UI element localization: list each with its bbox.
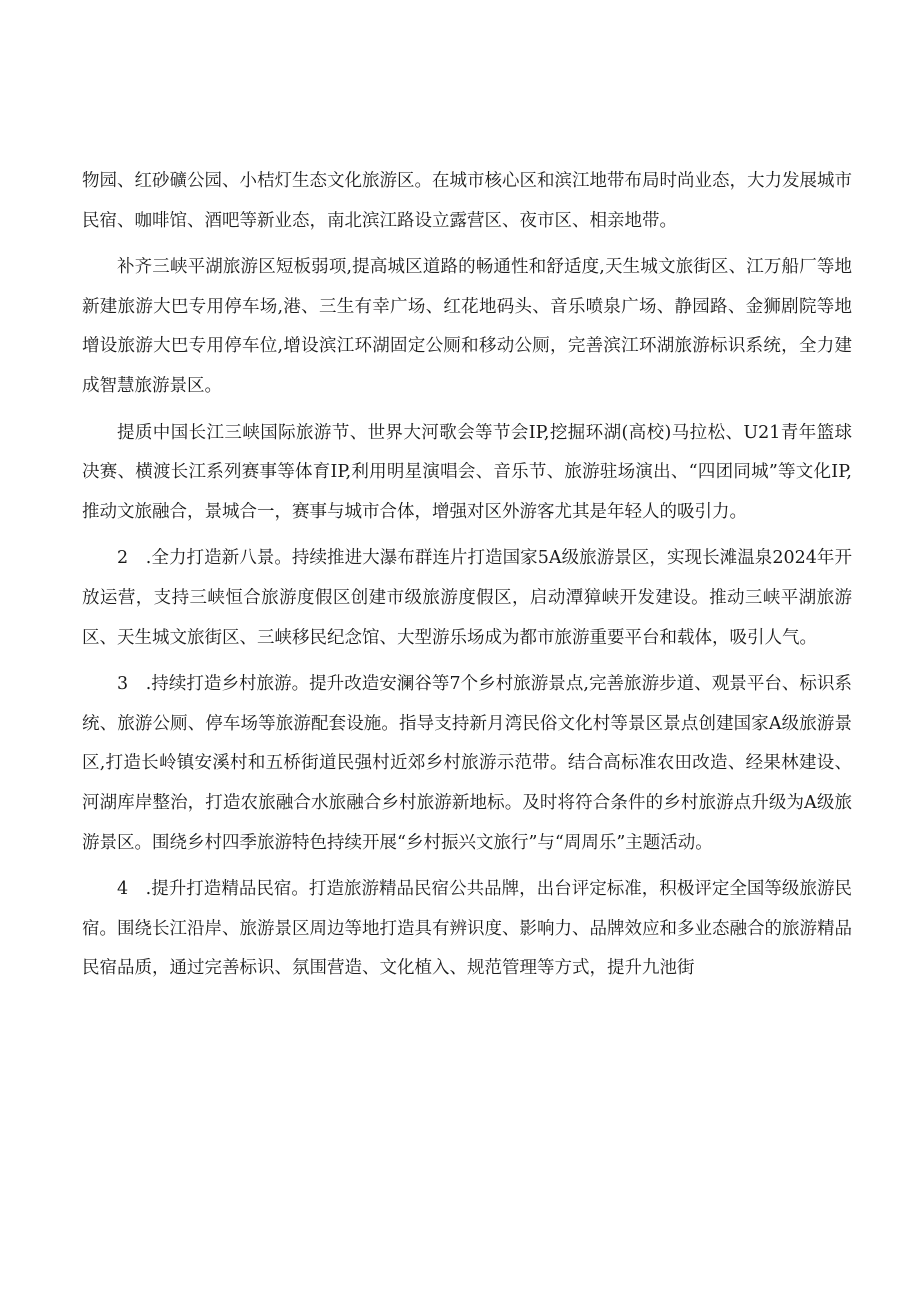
paragraph-item-4-boutique-homestays: 4 .提升打造精品民宿。打造旅游精品民宿公共品牌，出台评定标准，积极评定全国等级旅游民宿。围绕长江沿岸、旅游景区周边等地打造具有辨识度、影响力、品牌效应和多业态融合的旅游精品民宿品质，通过完善标识、氛围营造、文化植入、规范管理等方式，提升九池街 (82, 879, 852, 979)
paragraph-tourism-infrastructure: 补齐三峡平湖旅游区短板弱项,提高城区道路的畅通性和舒适度,天生城文旅街区、江万船厂等地新建旅游大巴专用停车场,港、三生有幸广场、红花地码头、音乐喷泉广场、静园路、金狮剧院等地增设旅游大巴专用停车位,增设滨江环湖固定公厕和移动公厕，完善滨江环湖旅游标识系统，全力建成智慧旅游景区。 (82, 257, 852, 396)
paragraph-continuation: 物园、红砂礦公园、小桔灯生态文化旅游区。在城市核心区和滨江地带布局时尚业态，大力发展城市民宿、咖啡馆、酒吧等新业态，南北滨江路设立露营区、夜市区、相亲地带。 (82, 171, 852, 231)
document-body (82, 162, 852, 989)
paragraph-item-2-new-eight-scenes: 2 .全力打造新八景。持续推进大瀑布群连片打造国家5A级旅游景区，实现长滩温泉2024年开放运营，支持三峡恒合旅游度假区创建市级旅游度假区，启动潭獐峡开发建设。推动三峡平湖旅游区、天生城文旅街区、三峡移民纪念馆、大型游乐场成为都市旅游重要平台和载体，吸引人气。 (82, 548, 852, 648)
paragraph-item-3-rural-tourism: 3 .持续打造乡村旅游。提升改造安澜谷等7个乡村旅游景点,完善旅游步道、观景平台、标识系统、旅游公厕、停车场等旅游配套设施。指导支持新月湾民俗文化村等景区景点创建国家A级旅游景区,打造长岭镇安溪村和五桥街道民强村近郊乡村旅游示范带。结合高标准农田改造、经果林建设、河湖库岸整治，打造农旅融合水旅融合乡村旅游新地标。及时将符合条件的乡村旅游点升级为A级旅游景区。围绕乡村四季旅游特色持续开展“乡村振兴文旅行”与“周周乐”主题活动。 (82, 674, 852, 853)
paragraph-event-ip: 提质中国长江三峡国际旅游节、世界大河歌会等节会IP,挖掘环湖(高校)马拉松、U21青年篮球决赛、横渡长江系列赛事等体育IP,利用明星演唱会、音乐节、旅游驻场演出、“四团同城”等文化IP,推动文旅融合，景城合一，赛事与城市合体，增强对区外游客尤其是年轻人的吸引力。 (82, 422, 852, 522)
